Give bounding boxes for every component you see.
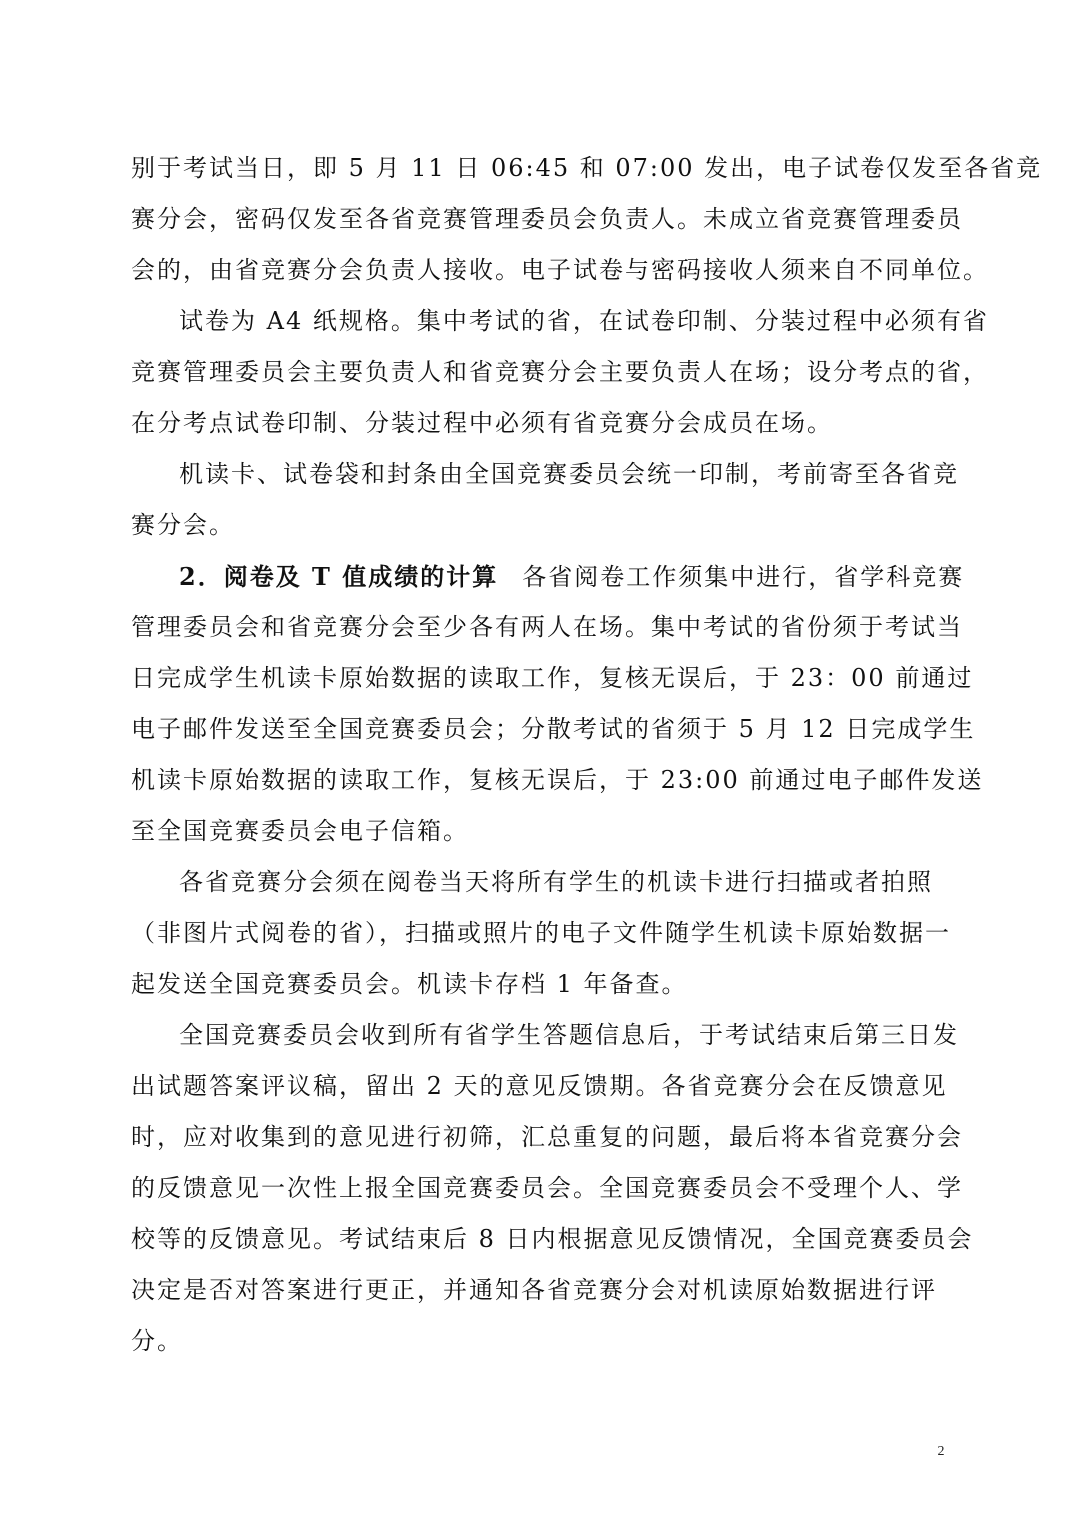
text-line: 出试题答案评议稿，留出 2 天的意见反馈期。各省竞赛分会在反馈意见 bbox=[131, 1072, 948, 1100]
text-line: 竞赛管理委员会主要负责人和省竞赛分会主要负责人在场；设分考点的省， bbox=[131, 358, 989, 386]
paragraph-continuation bbox=[131, 143, 1043, 296]
text-line: 赛分会。 bbox=[131, 511, 235, 539]
text-line: 时，应对收集到的意见进行初筛，汇总重复的问题，最后将本省竞赛分会 bbox=[131, 1123, 963, 1151]
text-line: 电子邮件发送至全国竞赛委员会；分散考试的省须于 5 月 12 日完成学生 bbox=[131, 715, 976, 743]
text-line: 在分考点试卷印制、分装过程中必须有省竞赛分会成员在场。 bbox=[131, 409, 833, 437]
text-line: 别于考试当日，即 5 月 11 日 06:45 和 07:00 发出，电子试卷仅发至各省竞 bbox=[131, 154, 1043, 182]
paragraph-grading bbox=[131, 551, 984, 857]
text-line: 分。 bbox=[131, 1327, 183, 1355]
text-line: 日完成学生机读卡原始数据的读取工作，复核无误后，于 23：00 前通过 bbox=[131, 664, 974, 692]
text-line: 校等的反馈意见。考试结束后 8 日内根据意见反馈情况，全国竞赛委员会 bbox=[131, 1225, 974, 1253]
text-line: 机读卡、试卷袋和封条由全国竞赛委员会统一印制，考前寄至各省竞 bbox=[179, 460, 959, 488]
text-line: 机读卡原始数据的读取工作，复核无误后，于 23:00 前通过电子邮件发送 bbox=[131, 766, 984, 794]
document-body bbox=[131, 143, 1043, 1367]
text-run: 各省阅卷工作须集中进行，省学科竞赛 bbox=[522, 563, 965, 591]
paragraph-paper-format bbox=[131, 296, 989, 449]
text-line: 的反馈意见一次性上报全国竞赛委员会。全国竞赛委员会不受理个人、学 bbox=[131, 1174, 963, 1202]
text-line: 全国竞赛委员会收到所有省学生答题信息后，于考试结束后第三日发 bbox=[179, 1021, 959, 1049]
text-line: 决定是否对答案进行更正，并通知各省竞赛分会对机读原始数据进行评 bbox=[131, 1276, 937, 1304]
text-line: 至全国竞赛委员会电子信箱。 bbox=[131, 817, 469, 845]
text-line bbox=[131, 551, 965, 602]
paragraph-feedback bbox=[131, 1010, 974, 1367]
text-line: 会的，由省竞赛分会负责人接收。电子试卷与密码接收人须来自不同单位。 bbox=[131, 256, 989, 284]
text-line: 试卷为 A4 纸规格。集中考试的省，在试卷印制、分装过程中必须有省 bbox=[179, 307, 989, 335]
text-line: 各省竞赛分会须在阅卷当天将所有学生的机读卡进行扫描或者拍照 bbox=[179, 868, 933, 896]
section-heading: 2．阅卷及 T 值成绩的计算 bbox=[179, 562, 499, 591]
paragraph-scanning bbox=[131, 857, 951, 1010]
text-line: 起发送全国竞赛委员会。机读卡存档 1 年备查。 bbox=[131, 970, 688, 998]
paragraph-answer-cards bbox=[131, 449, 959, 551]
text-line: 管理委员会和省竞赛分会至少各有两人在场。集中考试的省份须于考试当 bbox=[131, 613, 963, 641]
page-number: 2 bbox=[937, 1444, 945, 1459]
text-line: 赛分会，密码仅发至各省竞赛管理委员会负责人。未成立省竞赛管理委员 bbox=[131, 205, 963, 233]
text-line: （非图片式阅卷的省），扫描或照片的电子文件随学生机读卡原始数据一 bbox=[131, 919, 951, 947]
